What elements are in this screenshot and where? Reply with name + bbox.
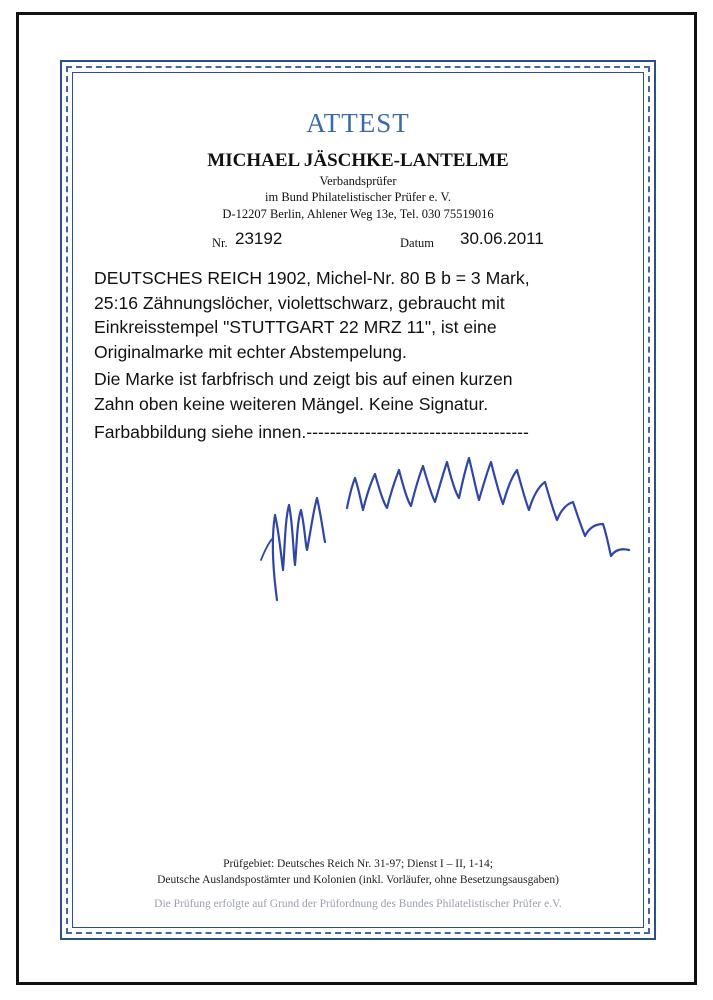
handwritten-signature <box>255 450 645 610</box>
image-note: Farbabbildung siehe innen.-------------------------------------- <box>94 422 529 442</box>
condition-line: Zahn oben keine weiteren Mängel. Keine Signatur. <box>94 393 489 414</box>
condition-paragraph <box>94 367 634 416</box>
examiner-association: im Bund Philatelistischer Prüfer e. V. <box>265 190 451 204</box>
footer-exam-area-details: Deutsche Auslandspostämter und Kolonien (inkl. Vorläufer, ohne Besetzungsausgaben) <box>157 874 559 886</box>
examiner-address: D-12207 Berlin, Ahlener Weg 13e, Tel. 030 75519016 <box>222 207 494 221</box>
description-paragraph <box>94 266 634 364</box>
examiner-name: MICHAEL JÄSCHKE-LANTELME <box>207 150 509 171</box>
certificate-title: ATTEST <box>306 108 410 138</box>
description-line: DEUTSCHES REICH 1902, Michel-Nr. 80 B b = 3 Mark, <box>94 268 530 288</box>
certificate-date-value: 30.06.2011 <box>460 229 544 248</box>
description-line: Originalmarke mit echter Abstempelung. <box>94 341 407 362</box>
certificate-number-value: 23192 <box>235 229 283 248</box>
certificate-number-label: Nr. <box>212 236 228 250</box>
examiner-role: Verbandsprüfer <box>319 174 397 188</box>
footer-regulation-note: Die Prüfung erfolgte auf Grund der Prüfordnung des Bundes Philatelistischer Prüfer e.V. <box>154 898 562 910</box>
footer-exam-area: Prüfgebiet: Deutsches Reich Nr. 31-97; Dienst I – II, 1-14; <box>223 858 493 870</box>
description-line: Einkreisstempel "STUTTGART 22 MRZ 11", ist eine <box>94 317 497 337</box>
certificate-date-label: Datum <box>400 236 435 250</box>
condition-line: Die Marke ist farbfrisch und zeigt bis auf einen kurzen <box>94 369 513 389</box>
description-line: 25:16 Zähnungslöcher, violettschwarz, gebraucht mit <box>94 292 505 313</box>
